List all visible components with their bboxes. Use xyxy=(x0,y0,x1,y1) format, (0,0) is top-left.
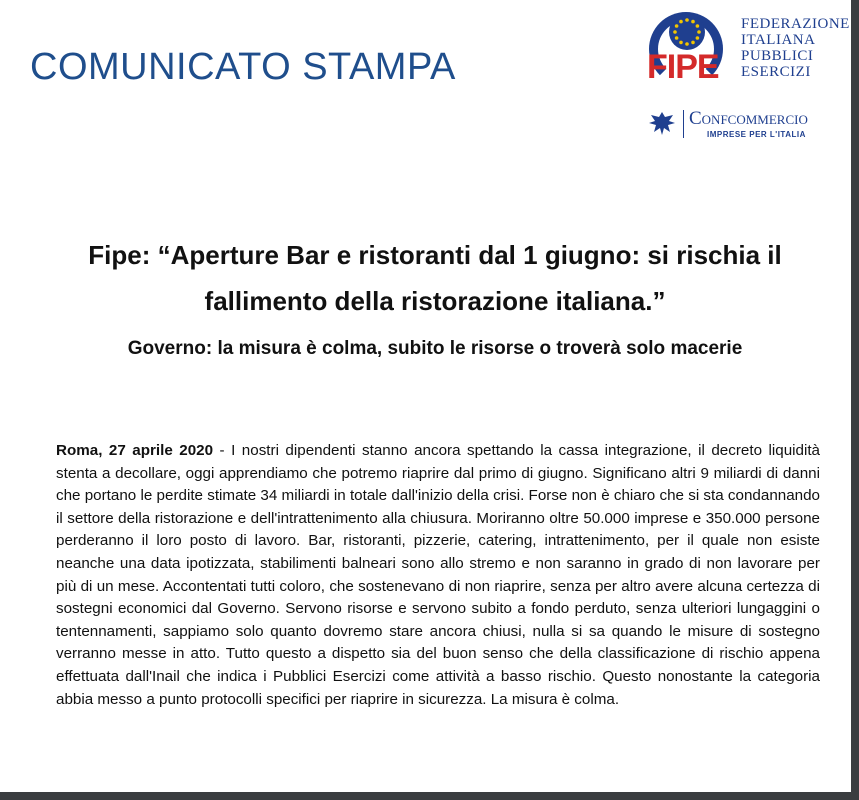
headline-line: Fipe: “Aperture Bar e ristoranti dal 1 giugno: si rischia il xyxy=(88,240,782,270)
eagle-icon xyxy=(647,108,677,138)
federation-line: ESERCIZI xyxy=(741,64,811,80)
headline xyxy=(40,232,830,324)
confcommercio-wordmark: Confcommercio xyxy=(689,108,808,129)
headline-line: fallimento della ristorazione italiana.” xyxy=(204,286,666,316)
fipe-wordmark: FIPE xyxy=(647,48,719,86)
federation-line: PUBBLICI xyxy=(741,48,814,64)
page-title: COMUNICATO STAMPA xyxy=(30,46,456,88)
federation-line: ITALIANA xyxy=(741,32,816,48)
eu-stars-icon xyxy=(669,14,705,50)
article-body xyxy=(56,440,820,711)
subheadline: Governo: la misura è colma, subito le risorse o troverà solo macerie xyxy=(127,338,743,359)
body-paragraph: - I nostri dipendenti stanno ancora spettando la cassa integrazione, il decreto liquidità stenta a decollare, oggi apprendiamo che potremo riaprire dal primo di giugno. Significano altri 9 miliardi di danni che portano le perdite stimate 34 miliardi in totale dall'inizio della crisi. Forse non è chiaro che si sta condannando il settore della ristorazione e dell'intrattenimento alla chiusura. Moriranno oltre 50.000 imprese e 350.000 persone perderanno il loro posto di lavoro. Bar, ristoranti, pizzerie, catering, intrattenimento, per il quale non esiste neanche una data ipotizzata, stabilimenti balneari sono allo stremo e non saranno in grado di non lavorare per più di un mese. Accontentati tutti coloro, che sostenevano di non riaprire, senza per altro avere alcuna certezza di sostegni economici dal Governo. Servono risorse e servono subito a fondo perduto, senza ulteriori lungaggini o tentennamenti, sappiamo solo quanto dovremo stare ancora chiusi, nulla si sa quando le misure di sostegno verranno messe in atto. Tutto questo a dispetto sia del buon senso che della classificazione di rischio appena effettuata dall'Inail che indica i Pubblici Esercizi come attività a basso rischio. Questo nonostante la categoria abbia messo a punto protocolli specifici per riaprire in sicurezza. La misura è colma. xyxy=(56,442,820,708)
dateline: Roma, 27 aprile 2020 xyxy=(56,442,214,459)
fipe-logo xyxy=(645,8,850,143)
divider xyxy=(683,110,684,138)
federation-line: FEDERAZIONE xyxy=(741,16,850,32)
federation-name xyxy=(741,16,850,80)
confcommercio-logo xyxy=(647,108,847,142)
confcommercio-tagline: IMPRESE PER L'ITALIA xyxy=(707,130,806,139)
